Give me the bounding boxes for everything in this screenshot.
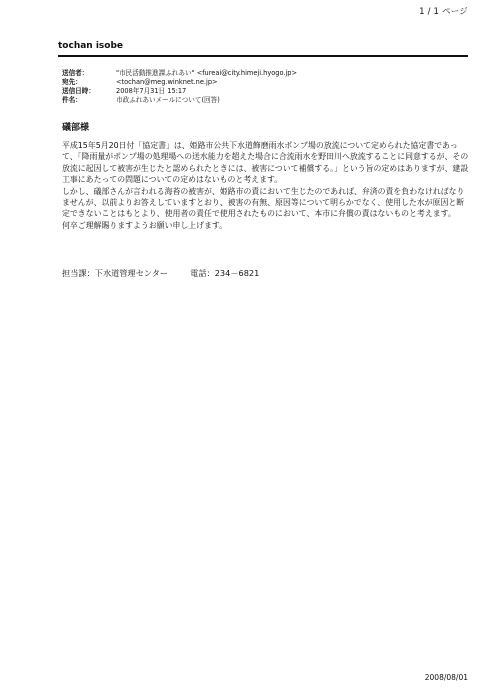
- email-header: [62, 69, 462, 105]
- header-value-from: "市民活動推進課ふれあい" <fureai@city.himeji.hyogo.jp>: [116, 69, 298, 77]
- greeting: 礒部様: [62, 123, 90, 133]
- body-paragraph: 平成15年5月20日付「協定書」は、姫路市公共下水道飾磨雨水ポンプ場の放流について定められた協定書であって、「降雨量がポンプ場の処理場への送水能力を超えた場合に合流雨水を野田川へ放流することに同意するが、その放流に起因して被害が生じたと認められたときには、被害について補償する。」という旨の定めはありますが、建設工事にあたっての問題についての定めはないものと考えます。: [62, 141, 469, 185]
- page-number-label: 1 / 1 ページ: [419, 7, 468, 17]
- header-value-date: 2008年7月31日 15:17: [116, 87, 187, 95]
- sender-name: tochan isobe: [58, 41, 124, 51]
- contact-info: [62, 268, 259, 279]
- header-key-to: 宛先：: [62, 78, 82, 86]
- header-row-date: [62, 87, 462, 96]
- contact-department: 担当課：下水道管理センター: [62, 268, 169, 278]
- header-value-to: <tochan@meg.winknet.ne.jp>: [116, 78, 218, 86]
- header-key-from: 送信者：: [62, 69, 89, 77]
- message-body: [62, 140, 470, 231]
- header-key-date: 送信日時：: [62, 87, 95, 95]
- body-paragraph: 何卒ご理解賜りますようお願い申し上げます。: [62, 220, 228, 230]
- header-row-to: [62, 78, 462, 87]
- header-key-subject: 件名：: [62, 96, 82, 104]
- print-date: 2008/08/01: [424, 673, 468, 682]
- header-divider: [58, 55, 468, 57]
- body-paragraph: しかし、礒部さんが言われる海苔の被害が、姫路市の責において生じたのであれば、弁済の責を負わなければなりませんが、以前よりお答えしていますとおり、被害の有無、原因等について明らかでなく、使用した水が原因と断定できないことはもとより、使用者の責任で使用されたものにおいて、本市に弁償の責はないものと考えます。: [62, 186, 465, 219]
- header-value-subject: 市政ふれあいメールについて(回答): [116, 96, 220, 104]
- header-row-subject: [62, 96, 462, 105]
- contact-phone: 電話：234－6821: [190, 268, 260, 278]
- header-row-from: [62, 69, 462, 78]
